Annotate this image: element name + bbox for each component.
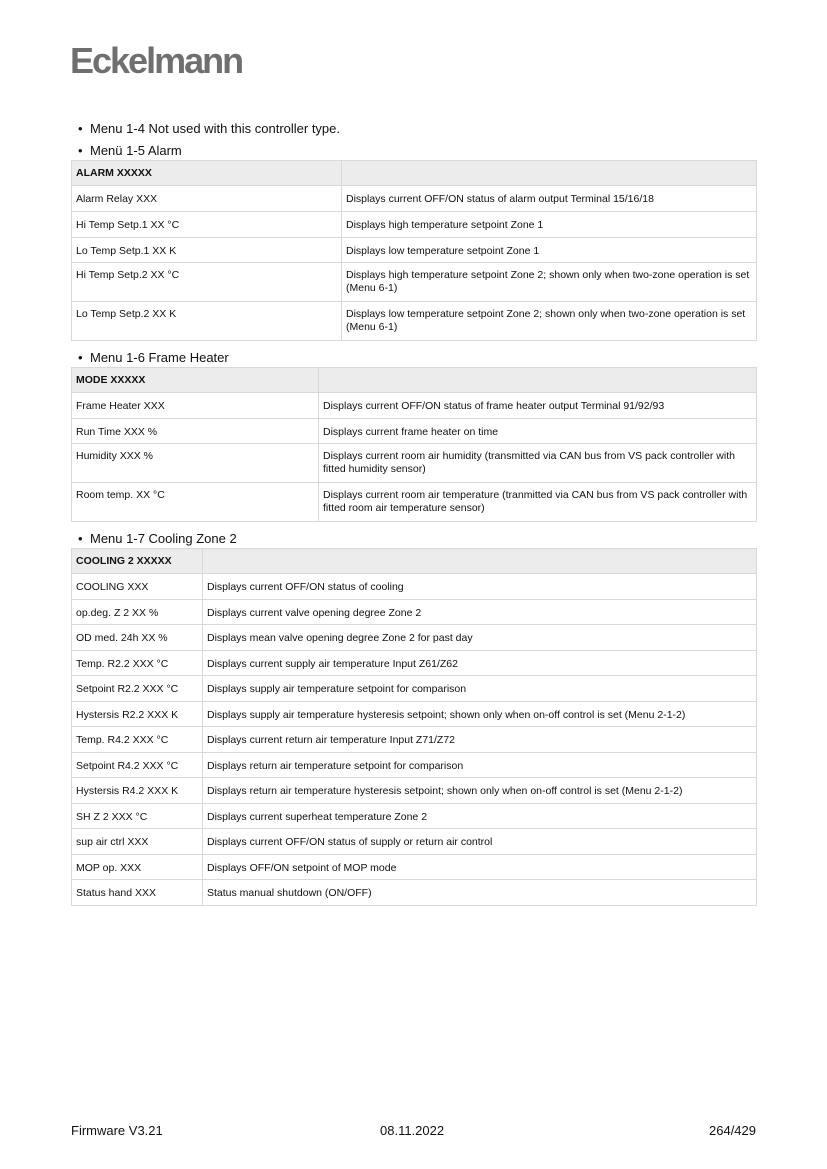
table-row [72, 444, 757, 483]
table-header-cell [203, 549, 757, 574]
table-row [72, 483, 757, 522]
cooling-zone-2-table [71, 548, 757, 906]
description-cell: Status manual shutdown (ON/OFF) [203, 880, 757, 906]
bullet-text: Menü 1-5 Alarm [90, 143, 182, 158]
bullet-menu-1-5 [78, 143, 182, 158]
eckelmann-logo: Eckelmann [70, 40, 243, 81]
description-cell: Displays current valve opening degree Zone 2 [203, 600, 757, 625]
parameter-cell: Lo Temp Setp.1 XX K [72, 238, 342, 263]
table-row [72, 263, 757, 302]
table-row [72, 804, 757, 829]
parameter-cell: Hi Temp Setp.2 XX °C [72, 263, 342, 302]
description-cell: Displays current OFF/ON status of supply or return air control [203, 829, 757, 855]
parameter-cell: SH Z 2 XXX °C [72, 804, 203, 829]
parameter-cell: Hystersis R2.2 XXX K [72, 702, 203, 727]
description-cell: Displays current room air humidity (transmitted via CAN bus from VS pack controller with fitted humidity sensor) [319, 444, 757, 483]
description-cell: Displays current OFF/ON status of frame heater output Terminal 91/92/93 [319, 393, 757, 419]
description-cell: Displays mean valve opening degree Zone 2 for past day [203, 625, 757, 651]
bullet-menu-1-4 [78, 121, 340, 136]
frame-heater-table [71, 367, 757, 522]
table-row [72, 727, 757, 753]
table-row [72, 676, 757, 702]
description-cell: Displays low temperature setpoint Zone 1 [342, 238, 757, 263]
alarm-table [71, 160, 757, 341]
bullet-dot: • [78, 121, 83, 136]
table-header-cell: MODE XXXXX [72, 368, 319, 393]
table-header-row [72, 549, 757, 574]
parameter-cell: sup air ctrl XXX [72, 829, 203, 855]
description-cell: Displays return air temperature hysteresis setpoint; shown only when on-off control is set (Menu 2-1-2) [203, 778, 757, 804]
bullet-text: Menu 1-7 Cooling Zone 2 [90, 531, 237, 546]
parameter-cell: MOP op. XXX [72, 855, 203, 880]
table-row [72, 574, 757, 600]
parameter-cell: Temp. R2.2 XXX °C [72, 651, 203, 676]
table-row [72, 212, 757, 238]
table-header-cell: ALARM XXXXX [72, 161, 342, 186]
description-cell: Displays current supply air temperature Input Z61/Z62 [203, 651, 757, 676]
description-cell: Displays current frame heater on time [319, 419, 757, 444]
parameter-cell: COOLING XXX [72, 574, 203, 600]
description-cell: Displays return air temperature setpoint for comparison [203, 753, 757, 778]
bullet-dot: • [78, 350, 83, 365]
bullet-menu-1-6 [78, 350, 229, 365]
bullet-text: Menu 1-4 Not used with this controller type. [90, 121, 341, 136]
parameter-cell: Lo Temp Setp.2 XX K [72, 302, 342, 341]
table-row [72, 829, 757, 855]
parameter-cell: Alarm Relay XXX [72, 186, 342, 212]
bullet-dot: • [78, 531, 83, 546]
table-header-row [72, 368, 757, 393]
parameter-cell: Hi Temp Setp.1 XX °C [72, 212, 342, 238]
table-row [72, 186, 757, 212]
description-cell: Displays current return air temperature Input Z71/Z72 [203, 727, 757, 753]
parameter-cell: Temp. R4.2 XXX °C [72, 727, 203, 753]
table-row [72, 880, 757, 906]
parameter-cell: Setpoint R4.2 XXX °C [72, 753, 203, 778]
description-cell: Displays supply air temperature hysteresis setpoint; shown only when on-off control is set (Menu 2-1-2) [203, 702, 757, 727]
table-row [72, 393, 757, 419]
description-cell: Displays low temperature setpoint Zone 2; shown only when two-zone operation is set (Menu 6-1) [342, 302, 757, 341]
parameter-cell: op.deg. Z 2 XX % [72, 600, 203, 625]
parameter-cell: Run Time XXX % [72, 419, 319, 444]
table-row [72, 753, 757, 778]
footer-page-number: 264/429 [709, 1123, 756, 1138]
description-cell: Displays OFF/ON setpoint of MOP mode [203, 855, 757, 880]
footer-date: 08.11.2022 [380, 1123, 445, 1138]
parameter-cell: Hystersis R4.2 XXX K [72, 778, 203, 804]
parameter-cell: Status hand XXX [72, 880, 203, 906]
table-row [72, 419, 757, 444]
description-cell: Displays current OFF/ON status of cooling [203, 574, 757, 600]
parameter-cell: Frame Heater XXX [72, 393, 319, 419]
description-cell: Displays current OFF/ON status of alarm output Terminal 15/16/18 [342, 186, 757, 212]
bullet-text: Menu 1-6 Frame Heater [90, 350, 229, 365]
table-row [72, 625, 757, 651]
bullet-dot: • [78, 143, 83, 158]
table-header-cell [342, 161, 757, 186]
table-row [72, 778, 757, 804]
footer-firmware: Firmware V3.21 [71, 1123, 163, 1138]
table-row [72, 238, 757, 263]
table-row [72, 855, 757, 880]
table-header-cell: COOLING 2 XXXXX [72, 549, 203, 574]
table-header-cell [319, 368, 757, 393]
description-cell: Displays current superheat temperature Zone 2 [203, 804, 757, 829]
table-header-row [72, 161, 757, 186]
table-row [72, 702, 757, 727]
parameter-cell: Humidity XXX % [72, 444, 319, 483]
description-cell: Displays high temperature setpoint Zone 2; shown only when two-zone operation is set (Menu 6-1) [342, 263, 757, 302]
description-cell: Displays supply air temperature setpoint for comparison [203, 676, 757, 702]
parameter-cell: Setpoint R2.2 XXX °C [72, 676, 203, 702]
parameter-cell: OD med. 24h XX % [72, 625, 203, 651]
parameter-cell: Room temp. XX °C [72, 483, 319, 522]
table-row [72, 600, 757, 625]
table-row [72, 302, 757, 341]
description-cell: Displays high temperature setpoint Zone 1 [342, 212, 757, 238]
table-row [72, 651, 757, 676]
description-cell: Displays current room air temperature (tranmitted via CAN bus from VS pack controller with fitted room air temperature sensor) [319, 483, 757, 522]
bullet-menu-1-7 [78, 531, 237, 546]
